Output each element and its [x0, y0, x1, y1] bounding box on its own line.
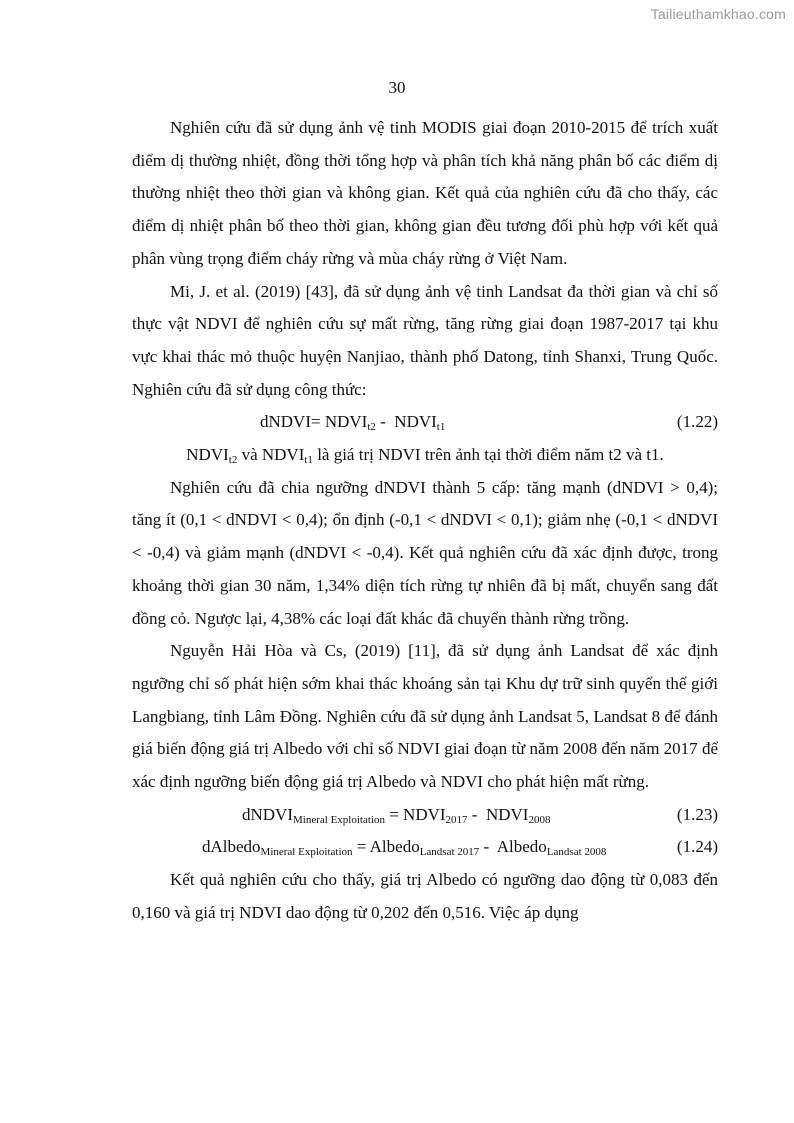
paragraph-mi-2019: Mi, J. et al. (2019) [43], đã sử dụng ảnh vệ tinh Landsat đa thời gian và chỉ số thực vật NDVI để nghiên cứu sự mất rừng, tăng rừng giai đoạn 1987-2017 tại khu vực khai thác mỏ thuộc huyện Nanjiao, thành phố Datong, tỉnh Shanxi, Trung Quốc. Nghiên cứu đã sử dụng công thức:: [132, 281, 718, 399]
equation-1-22: [132, 406, 718, 439]
equation-1-24: [132, 831, 718, 864]
equation-number: (1.23): [676, 804, 718, 824]
equation-1-23: [132, 799, 718, 832]
page-number: 30: [388, 78, 406, 97]
equation-number: (1.24): [676, 837, 718, 857]
paragraph-modis: Nghiên cứu đã sử dụng ảnh vệ tinh MODIS giai đoạn 2010-2015 để trích xuất điểm dị thường nhiệt, đồng thời tổng hợp và phân tích khả năng phân bố các điểm dị thường nhiệt theo thời gian và không gian. Kết quả của nghiên cứu đã cho thấy, các điểm dị nhiệt phân bố theo thời gian, không gian đều tương đối phù hợp với kết quả phân vùng trọng điểm cháy rừng và mùa cháy rừng ở Việt Nam.: [132, 118, 718, 268]
paragraph-nguyen-2019: Nguyễn Hải Hòa và Cs, (2019) [11], đã sử dụng ảnh Landsat để xác định ngưỡng chỉ số phát hiện sớm khai thác khoáng sản tại Khu dự trữ sinh quyển thế giới Langbiang, tỉnh Lâm Đồng. Nghiên cứu đã sử dụng ảnh Landsat 5, Landsat 8 để đánh giá biến động giá trị Albedo với chỉ số NDVI giai đoạn từ năm 2008 đến năm 2017 để xác định ngưỡng biến động giá trị Albedo và NDVI cho phát hiện mất rừng.: [132, 641, 718, 792]
paragraph-thresholds: Nghiên cứu đã chia ngưỡng dNDVI thành 5 cấp: tăng mạnh (dNDVI > 0,4); tăng ít (0,1 < dNDVI < 0,4); ổn định (-0,1 < dNDVI < 0,1); giảm nhẹ (-0,1 < dNDVI < -0,4) và giảm mạnh (dNDVI < -0,4). Kết quả nghiên cứu đã xác định được, trong khoảng thời gian 30 năm, 1,34% diện tích rừng tự nhiên đã bị mất, chuyển sang đất đồng cỏ. Ngược lại, 4,38% các loại đất khác đã chuyển thành rừng trồng.: [132, 477, 718, 628]
equation-formula: dNDVI= $NDVI_{t2}$ - $NDVI_{t1}$: [260, 412, 446, 434]
equation-formula: dNDVI$_{Mineral Exploitation}$ = $NDVI_{2017}$ - $NDVI_{2008}$: [242, 804, 551, 826]
equation-formula: dAlbedo$_{Mineral Exploitation}$ = Albedo$_{Landsat 2017}$ - Albedo$_{Landsat 2008}$: [202, 837, 607, 859]
paragraph-results: Kết quả nghiên cứu cho thấy, giá trị Albedo có ngưỡng dao động từ 0,083 đến 0,160 và giá trị NDVI dao động từ 0,202 đến 0,516. Việc áp dụng: [132, 870, 718, 922]
equation-definition: $NDVI_{t2}$ và $NDVI_{t1}$ là giá trị NDVI trên ảnh tại thời điểm năm t2 và t1.: [186, 445, 664, 467]
equation-number: (1.22): [676, 412, 718, 432]
document-body: [132, 112, 718, 930]
watermark: Tailieuthamkhao.com: [650, 6, 786, 22]
